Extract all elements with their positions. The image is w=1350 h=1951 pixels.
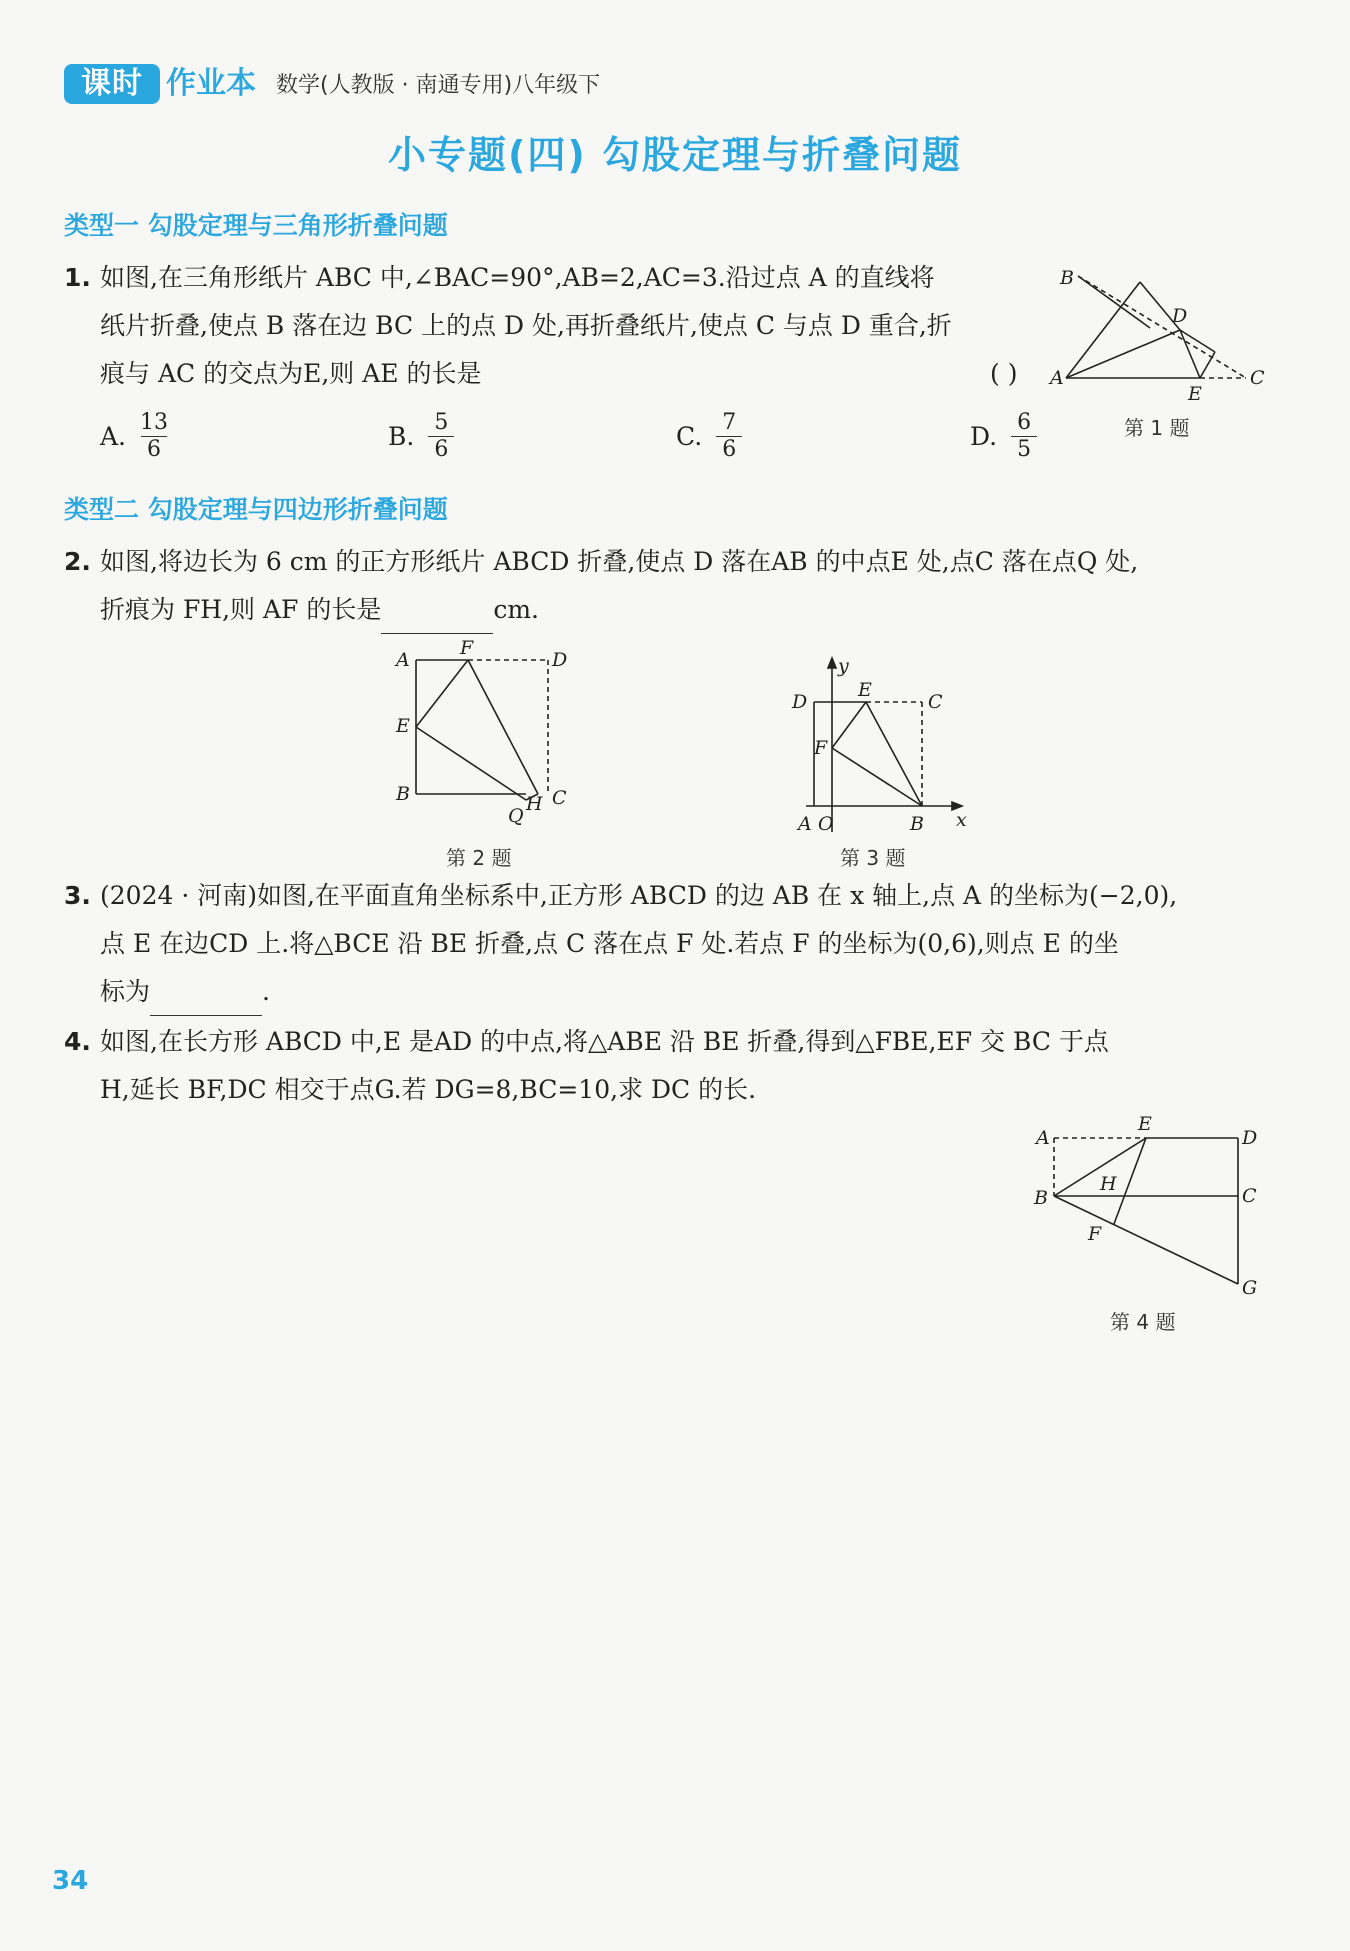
label-b: B <box>1034 1187 1048 1209</box>
question-line: 如图,在长方形 ABCD 中,E 是AD 的中点,将△ABE 沿 BE 折叠,得到△FBE,EF 交 BC 于点 <box>100 1027 1109 1056</box>
fold-line-eb <box>866 702 922 806</box>
option-a <box>100 410 168 463</box>
label-a: A <box>396 649 410 671</box>
answer-unit: cm. <box>493 595 539 624</box>
sentence-end: . <box>262 977 270 1006</box>
fraction <box>1011 410 1037 463</box>
label-c: C <box>552 787 567 809</box>
fraction-denominator: 6 <box>147 437 162 462</box>
section-heading-2: 类型二 勾股定理与四边形折叠问题 <box>64 495 448 524</box>
label-a: A <box>1036 1127 1050 1149</box>
figure-1-caption: 第 1 题 <box>1124 416 1190 440</box>
series-name: 作业本 <box>166 66 256 101</box>
label-e: E <box>1138 1113 1152 1135</box>
label-g: G <box>1242 1277 1258 1299</box>
question-line: 纸片折叠,使点 B 落在边 BC 上的点 D 处,再折叠纸片,使点 C 与点 D 重合,折 <box>100 311 952 340</box>
question-line: H,延长 BF,DC 相交于点G.若 DG=8,BC=10,求 DC 的长. <box>100 1075 757 1104</box>
label-a: A <box>798 813 812 835</box>
figure-2-caption: 第 2 题 <box>446 846 512 870</box>
question-line: 痕与 AC 的交点为E,则 AE 的长是 <box>100 359 482 388</box>
figure-1-diagram <box>1050 262 1270 405</box>
label-e: E <box>396 715 410 737</box>
page-title: 小专题(四) 勾股定理与折叠问题 <box>388 133 962 177</box>
answer-blank[interactable] <box>150 987 262 1016</box>
edge-b-g <box>1054 1196 1238 1284</box>
fraction <box>716 410 742 463</box>
label-e: E <box>1188 383 1202 405</box>
edge-e-f <box>1114 1138 1146 1224</box>
option-label: A. <box>100 422 127 451</box>
figure-2-diagram <box>388 637 588 840</box>
label-b: B <box>1060 267 1074 289</box>
label-a: A <box>1050 367 1064 389</box>
answer-bracket: ( ) <box>990 359 1018 388</box>
question-number: 3. <box>64 881 91 910</box>
label-b: B <box>396 783 410 805</box>
label-o: O <box>818 813 834 835</box>
fraction-numerator: 6 <box>1017 410 1032 435</box>
figure-3-diagram <box>786 652 986 842</box>
label-f: F <box>814 737 828 759</box>
label-d: D <box>1242 1127 1258 1149</box>
label-c: C <box>1242 1185 1257 1207</box>
subject-info: 数学(人教版 · 南通专用)八年级下 <box>276 73 601 98</box>
figure-4-diagram <box>1030 1112 1270 1302</box>
question-number: 1. <box>64 263 91 292</box>
label-h: H <box>1100 1173 1117 1195</box>
fold-line-ad <box>1066 330 1180 378</box>
figure-3-caption: 第 3 题 <box>840 846 906 870</box>
question-number: 2. <box>64 547 91 576</box>
label-x: x <box>956 809 967 831</box>
label-c: C <box>1250 367 1265 389</box>
label-e: E <box>858 679 872 701</box>
option-label: D. <box>970 422 998 451</box>
label-d: D <box>1172 305 1188 327</box>
question-line: 如图,将边长为 6 cm 的正方形纸片 ABCD 折叠,使点 D 落在AB 的中点E 处,点C 落在点Q 处, <box>100 547 1139 576</box>
label-f: F <box>460 637 474 659</box>
fraction-denominator: 6 <box>722 437 737 462</box>
section-heading-1: 类型一 勾股定理与三角形折叠问题 <box>64 211 448 240</box>
fraction <box>140 410 168 463</box>
question-line: 标为 <box>100 977 151 1006</box>
page-number: 34 <box>52 1866 89 1896</box>
fraction-numerator: 7 <box>722 410 737 435</box>
fraction-denominator: 6 <box>434 437 449 462</box>
option-label: C. <box>676 422 703 451</box>
figure-4-caption: 第 4 题 <box>1110 1310 1176 1334</box>
question-line: (2024 · 河南)如图,在平面直角坐标系中,正方形 ABCD 的边 AB 在 x 轴上,点 A 的坐标为(−2,0), <box>100 881 1178 910</box>
label-h: H <box>526 793 543 815</box>
edge-c-e <box>1200 352 1215 378</box>
label-q: Q <box>508 805 524 827</box>
question-line-with-blank <box>100 586 539 634</box>
label-y: y <box>838 655 849 677</box>
label-f: F <box>1088 1223 1102 1245</box>
question-number: 4. <box>64 1027 91 1056</box>
fraction-numerator: 13 <box>140 410 169 435</box>
label-d: D <box>792 691 808 713</box>
option-label: B. <box>388 422 415 451</box>
edge-f-e <box>416 660 468 727</box>
option-c <box>676 410 742 463</box>
question-line-with-blank <box>100 968 270 1016</box>
fraction <box>428 410 454 463</box>
label-b: B <box>910 813 924 835</box>
question-line: 点 E 在边CD 上.将△BCE 沿 BE 折叠,点 C 落在点 F 处.若点 F 的坐标为(0,6),则点 E 的坐 <box>100 929 1119 958</box>
edge-f-b <box>832 748 922 806</box>
fraction-denominator: 5 <box>1017 437 1032 462</box>
brand-logo: 课时 <box>64 64 160 104</box>
answer-blank[interactable] <box>381 605 493 634</box>
label-c: C <box>928 691 943 713</box>
fold-line-fh <box>468 660 538 794</box>
fraction-numerator: 5 <box>434 410 449 435</box>
label-d: D <box>552 649 568 671</box>
edge-e-f <box>832 702 866 748</box>
edge-a-b <box>1066 282 1140 378</box>
y-axis-arrow-icon <box>828 658 836 668</box>
option-d <box>970 410 1037 463</box>
question-line: 如图,在三角形纸片 ABC 中,∠BAC=90°,AB=2,AC=3.沿过点 A 的直线将 <box>100 263 935 292</box>
option-b <box>388 410 454 463</box>
question-line: 折痕为 FH,则 AF 的长是 <box>100 595 382 624</box>
